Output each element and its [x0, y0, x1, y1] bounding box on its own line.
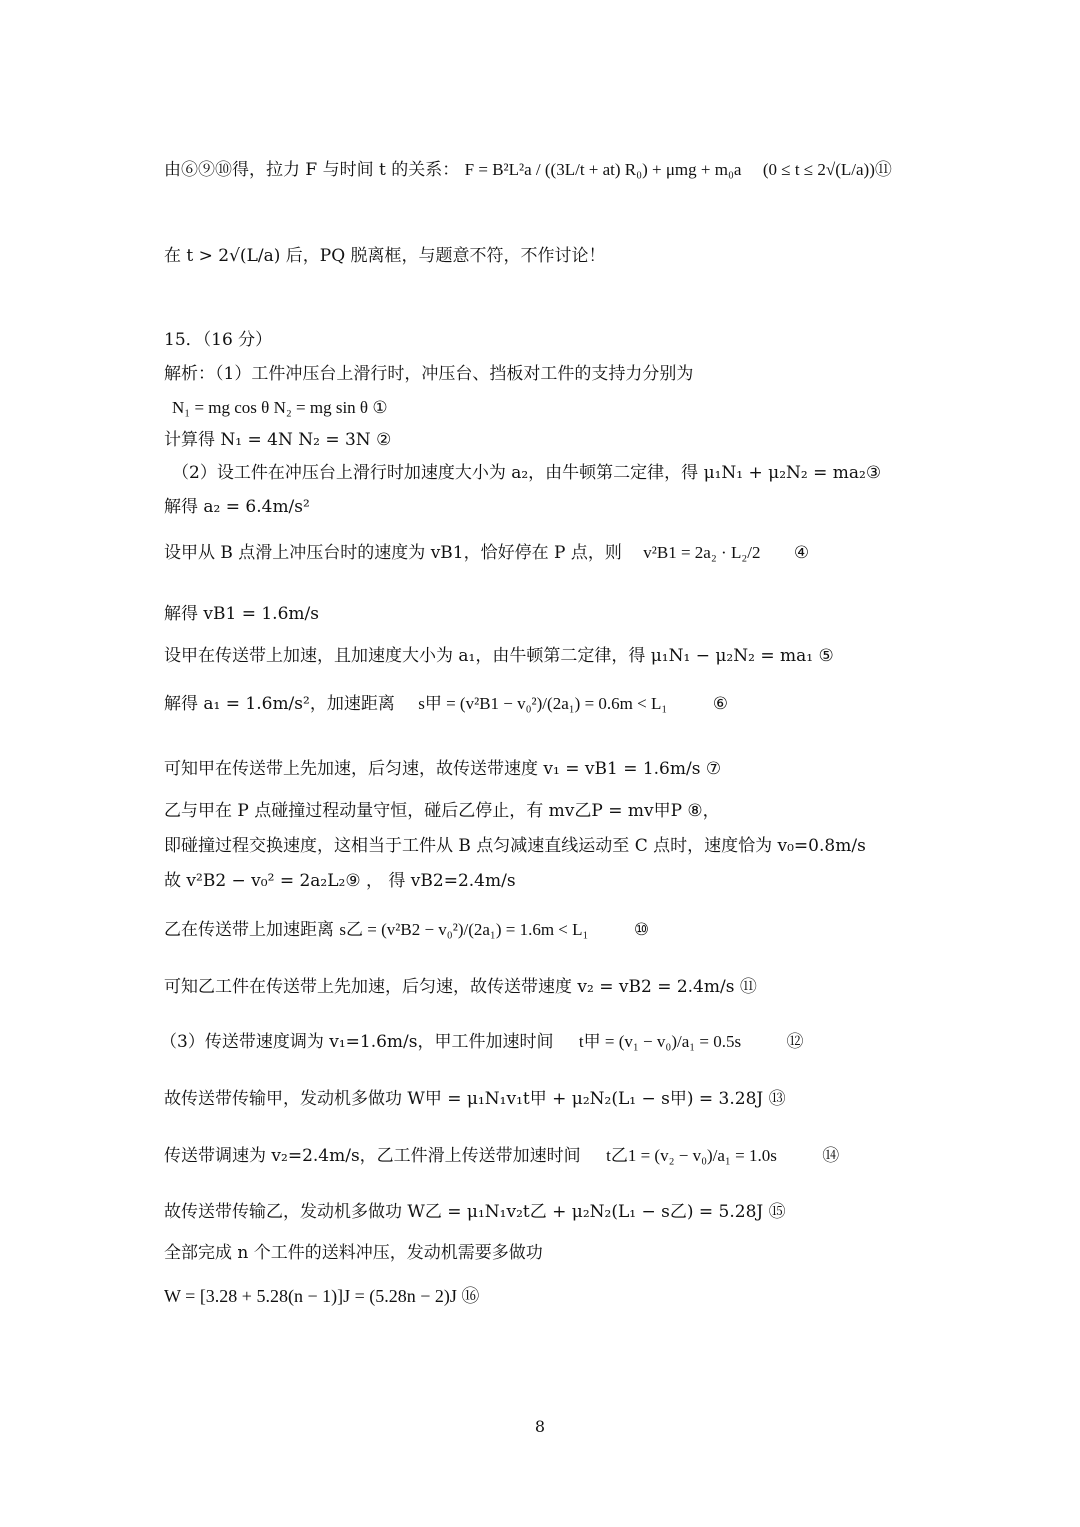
time-t-yi-formula: t乙1 = (v₂ − v₀)/a₁ = 1.0s [606, 1146, 777, 1165]
marker-4: ④ [793, 543, 810, 563]
work-w-yi: 故传送带传输乙，发动机多做功 W乙 = μ₁N₁v₂t乙 + μ₂N₂(L₁ − s乙) = 5.28J ⑮ [164, 1202, 786, 1222]
work-w-jia: 故传送带传输甲，发动机多做功 W甲 = μ₁N₁v₁t甲 + μ₂N₂(L₁ − s甲) = 3.28J ⑬ [164, 1089, 786, 1109]
distance-s-yi [164, 920, 649, 940]
distance-s-yi-text: 乙在传送带上加速距离 [164, 920, 334, 940]
problem-heading: 15．（16 分） [164, 330, 273, 350]
marker-14: ⑭ [822, 1146, 840, 1166]
distance-s-yi-formula: s乙 = (v²B2 − v₀²)/(2a₁) = 1.6m < L₁ [339, 920, 589, 939]
line-beyond-range: 在 t > 2√(L/a) 后，PQ 脱离框，与题意不符，不作讨论！ [164, 246, 606, 266]
total-work-formula: W = [3.28 + 5.28(n − 1)]J = (5.28n − 2)J ⑯ [164, 1286, 480, 1306]
velocity-exchange: 即碰撞过程交换速度，这相当于工件从 B 点匀减速直线运动至 C 点时，速度恰为 v₀=0.8m/s [164, 836, 866, 856]
time-t-jia-formula: t甲 = (v₁ − v₀)/a₁ = 0.5s [578, 1032, 742, 1051]
belt-speed-v2: 可知乙工件在传送带上先加速，后匀速，故传送带速度 v₂ = vB2 = 2.4m/s ⑪ [164, 977, 757, 997]
velocity-vb1-setup [164, 543, 809, 563]
time-t-jia-text: （3）传送带速度调为 v₁=1.6m/s，甲工件加速时间 [160, 1032, 554, 1052]
force-relation-formula: F = B²L²a / ((3L/t + at) R₀) + μmg + m₀a [464, 160, 742, 179]
total-work-intro: 全部完成 n 个工件的送料冲压，发动机需要多做功 [164, 1243, 543, 1263]
result-vb1: 解得 vB1 = 1.6m/s [164, 604, 319, 624]
result-a1-distance [164, 694, 728, 714]
result-a2: 解得 a₂ = 6.4m/s² [164, 497, 310, 517]
velocity-vb1-formula: v²B1 = 2a₂ · L₂/2 [643, 543, 761, 562]
result-a1-text: 解得 a₁ = 1.6m/s²，加速距离 [164, 694, 395, 714]
distance-s-jia-formula: s甲 = (v²B1 − v₀²)/(2a₁) = 0.6m < L₁ [418, 694, 668, 713]
support-forces-formula: N₁ = mg cos θ N₂ = mg sin θ ① [172, 398, 388, 417]
momentum-conservation: 乙与甲在 P 点碰撞过程动量守恒，碰后乙停止，有 mv乙P = mv甲P ⑧， [164, 801, 720, 821]
page-number: 8 [534, 1417, 546, 1436]
time-t-yi [164, 1146, 839, 1166]
time-t-yi-text: 传送带调速为 v₂=2.4m/s，乙工件滑上传送带加速时间 [164, 1146, 581, 1166]
analysis-part1-intro: 解析：（1）工件冲压台上滑行时，冲压台、挡板对工件的支持力分别为 [164, 364, 694, 384]
marker-12: ⑫ [786, 1032, 804, 1052]
belt-speed-v1: 可知甲在传送带上先加速，后匀速，故传送带速度 v₁ = vB1 = 1.6m/s ⑦ [164, 759, 722, 779]
velocity-vb2: 故 v²B2 − v₀² = 2a₂L₂⑨ ， 得 vB2=2.4m/s [164, 871, 516, 891]
line-force-relation [164, 160, 892, 180]
velocity-vb1-text: 设甲从 B 点滑上冲压台时的速度为 vB1，恰好停在 P 点，则 [164, 543, 622, 563]
support-forces-values: 计算得 N₁ = 4N N₂ = 3N ② [164, 430, 392, 450]
part2-newton-law-a2: （2）设工件在冲压台上滑行时加速度大小为 a₂，由牛顿第二定律，得 μ₁N₁ + μ₂N₂ = ma₂③ [172, 463, 882, 483]
belt-acceleration-a1: 设甲在传送带上加速，且加速度大小为 a₁，由牛顿第二定律，得 μ₁N₁ − μ₂N₂ = ma₁ ⑤ [164, 646, 834, 666]
marker-6: ⑥ [712, 694, 728, 714]
force-relation-range: (0 ≤ t ≤ 2√(L/a))⑪ [762, 160, 892, 179]
time-t-jia [160, 1032, 804, 1052]
marker-10: ⑩ [633, 920, 650, 940]
force-relation-text: 由⑥⑨⑩得，拉力 F 与时间 t 的关系： [164, 160, 460, 180]
